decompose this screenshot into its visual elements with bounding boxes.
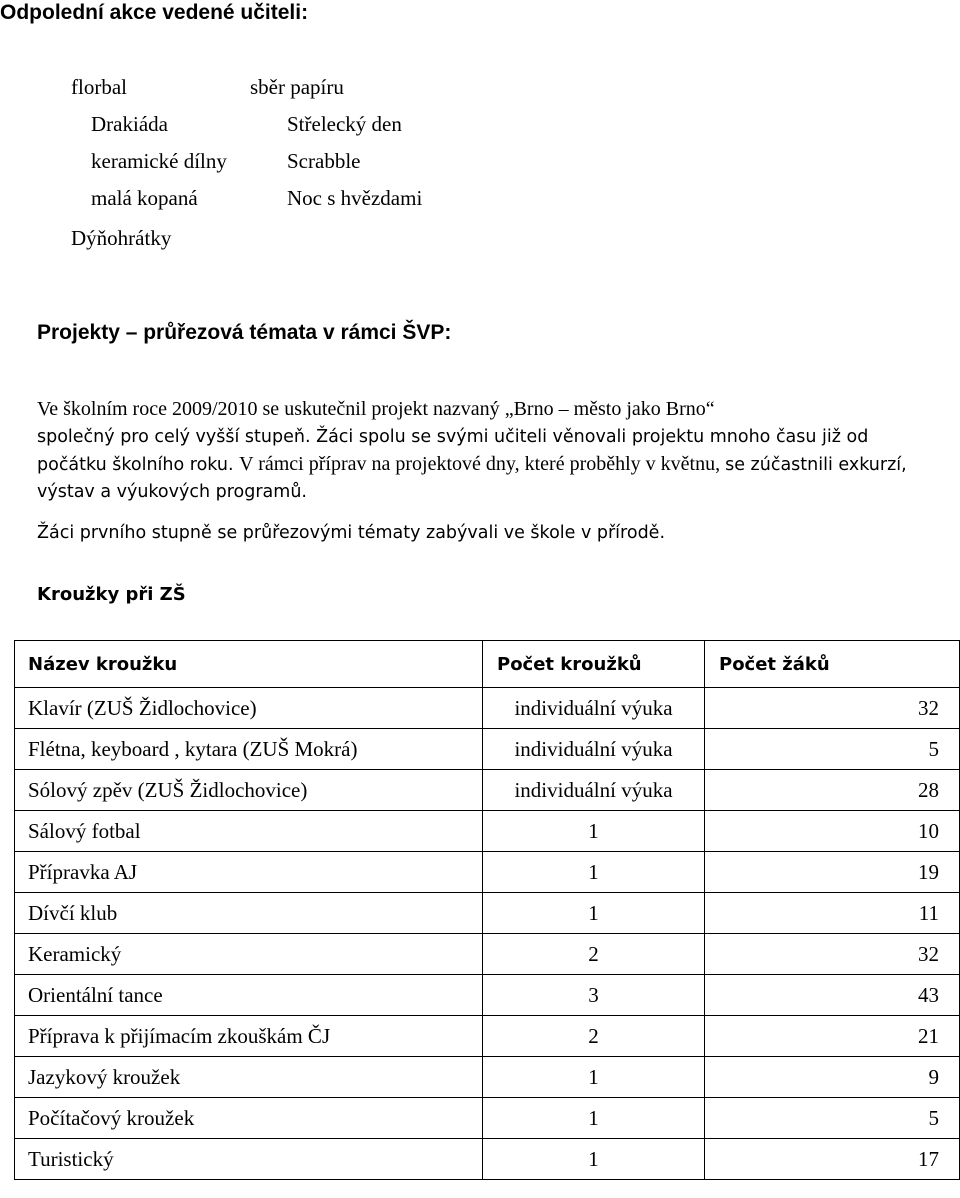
club-students-cell: 9: [705, 1057, 960, 1098]
header-students: Počet žáků: [705, 641, 960, 688]
club-name-cell: Turistický: [15, 1139, 483, 1180]
table-row: [15, 688, 960, 729]
club-students-cell: 32: [705, 688, 960, 729]
activity-item: malá kopaná: [91, 186, 198, 210]
club-name-cell: Dívčí klub: [15, 893, 483, 934]
table-row: [15, 729, 960, 770]
table-row: [15, 811, 960, 852]
club-count-cell: 1: [483, 811, 705, 852]
table-row: [15, 1098, 960, 1139]
table-header-row: [15, 641, 960, 688]
activity-item: keramické dílny: [91, 149, 227, 173]
club-name-cell: Orientální tance: [15, 975, 483, 1016]
club-students-cell: 43: [705, 975, 960, 1016]
club-students-cell: 19: [705, 852, 960, 893]
club-count-cell: 1: [483, 852, 705, 893]
projects-text: Žáci spolu se svými učiteli věnovali projektu mnoho času již od počátku školního roku.: [37, 427, 869, 475]
activity-item: florbal: [71, 75, 127, 99]
club-name-cell: Klavír (ZUŠ Židlochovice): [15, 688, 483, 729]
table-row: [15, 1139, 960, 1180]
activity-item: Noc s hvězdami: [287, 186, 423, 210]
projects-heading: Projekty – průřezová témata v rámci ŠVP:: [37, 321, 452, 344]
table-row: [15, 934, 960, 975]
club-name-cell: Flétna, keyboard , kytara (ZUŠ Mokrá): [15, 729, 483, 770]
clubs-table: [14, 640, 960, 1180]
header-name: Název kroužku: [15, 641, 483, 688]
table-row: [15, 1016, 960, 1057]
club-count-cell: individuální výuka: [483, 688, 705, 729]
club-students-cell: 28: [705, 770, 960, 811]
club-count-cell: 1: [483, 893, 705, 934]
club-count-cell: 3: [483, 975, 705, 1016]
club-students-cell: 5: [705, 729, 960, 770]
project-title: „Brno – město jako Brno“: [504, 398, 715, 420]
projects-paragraph: [37, 396, 937, 506]
projects-text: se zúčastnili exkurzí, výstav a výukových programů.: [37, 455, 907, 502]
club-count-cell: 2: [483, 1016, 705, 1057]
club-students-cell: 10: [705, 811, 960, 852]
club-students-cell: 11: [705, 893, 960, 934]
club-students-cell: 21: [705, 1016, 960, 1057]
projects-paragraph-2: Žáci prvního stupně se průřezovými tématy zabývali ve škole v přírodě.: [37, 523, 666, 543]
table-row: [15, 893, 960, 934]
club-count-cell: 1: [483, 1057, 705, 1098]
table-row: [15, 770, 960, 811]
club-students-cell: 17: [705, 1139, 960, 1180]
activity-item: Dýňohrátky: [71, 226, 172, 250]
table-row: [15, 975, 960, 1016]
club-name-cell: Přípravka AJ: [15, 852, 483, 893]
club-count-cell: 1: [483, 1098, 705, 1139]
activity-item: Drakiáda: [91, 112, 168, 136]
club-name-cell: Příprava k přijímacím zkouškám ČJ: [15, 1016, 483, 1057]
activity-item: Střelecký den: [287, 112, 402, 136]
header-count: Počet kroužků: [483, 641, 705, 688]
club-name-cell: Sólový zpěv (ZUŠ Židlochovice): [15, 770, 483, 811]
table-row: [15, 1057, 960, 1098]
club-count-cell: 2: [483, 934, 705, 975]
table-row: [15, 852, 960, 893]
projects-text: společný pro celý vyšší stupeň.: [37, 427, 317, 447]
clubs-heading: Kroužky při ZŠ: [37, 584, 186, 605]
club-name-cell: Jazykový kroužek: [15, 1057, 483, 1098]
activity-item: sběr papíru: [250, 75, 344, 99]
club-students-cell: 5: [705, 1098, 960, 1139]
activity-item: Scrabble: [287, 149, 361, 173]
projects-text: V rámci příprav na projektové dny, které proběhly v květnu,: [239, 453, 726, 475]
club-count-cell: individuální výuka: [483, 729, 705, 770]
club-name-cell: Keramický: [15, 934, 483, 975]
club-count-cell: individuální výuka: [483, 770, 705, 811]
club-name-cell: Počítačový kroužek: [15, 1098, 483, 1139]
club-name-cell: Sálový fotbal: [15, 811, 483, 852]
activities-heading: Odpolední akce vedené učiteli:: [0, 1, 309, 24]
club-students-cell: 32: [705, 934, 960, 975]
projects-text: Ve školním roce 2009/2010 se uskutečnil projekt nazvaný: [37, 398, 505, 420]
club-count-cell: 1: [483, 1139, 705, 1180]
